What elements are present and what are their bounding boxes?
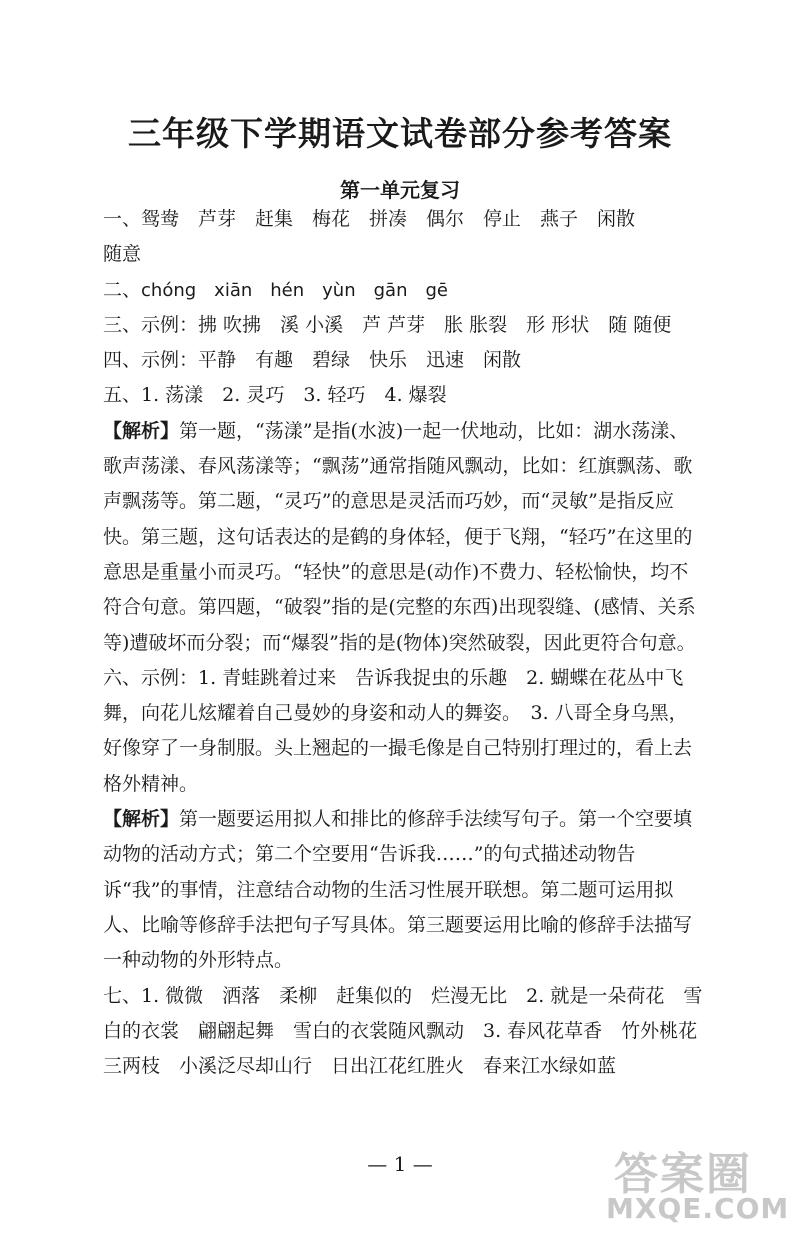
section-7: 七、1. 微微 洒落 柔柳 赶集似的 烂漫无比 2. 就是一朵荷花 雪白的衣裳 翩翩起舞 雪白的衣裳随风飘动 3. 春风花草香 竹外桃花三两枝 小溪泛尽却山行 日出江花红胜火 春来江水绿如蓝 [103,984,703,1078]
section-5: 五、1. 荡漾 2. 灵巧 3. 轻巧 4. 爆裂 [103,384,447,407]
section-4: 四、示例：平静 有趣 碧绿 快乐 迅速 闲散 [103,349,522,372]
section-6: 六、示例：1. 青蛙跳着过来 告诉我捉虫的乐趣 2. 蝴蝶在花丛中飞舞，向花儿炫耀着自己曼妙的身姿和动人的舞姿。 3. 八哥全身乌黑，好像穿了一身制服。头上翘起的一撮毛像是自己特别打理过的，看上去格外精神。 [103,666,693,795]
section-2-prefix: 二、 [103,278,142,301]
section-1-line-a: 一、鸳鸯 芦芽 赶集 梅花 拼凑 偶尔 停止 燕子 闲散 [103,208,636,230]
section-2 [103,273,703,308]
section-1-line-b: 随意 [103,243,142,266]
analysis-2-text: 第一题要运用拟人和排比的修辞手法续写句子。第一个空要填动物的活动方式；第二个空要用“告诉我……”的句式描述动物告诉“我”的事情，注意结合动物的生活习性展开联想。第二题可运用拟人、比喻等修辞手法把句子写具体。第三题要运用比喻的修辞手法描写一种动物的外形特点。 [103,808,693,972]
analysis-1-text: 第一题，“荡漾”是指(水波)一起一伏地动，比如：湖水荡漾、歌声荡漾、春风荡漾等；“飘荡”通常指随风飘动，比如：红旗飘荡、歌声飘荡等。第二题，“灵巧”的意思是灵活而巧妙，而“灵敏”是指反应快。第三题，这句话表达的是鹤的身体轻，便于飞翔，“轻巧”在这里的意思是重量小而灵巧。“轻快”的意思是(动作)不费力、轻松愉快，均不符合句意。第四题，“破裂”指的是(完整的东西)出现裂缝、(感情、关系等)遭破坏而分裂；而“爆裂”指的是(物体)突然破裂，因此更符合句意。 [103,419,696,654]
page-number: — 1 — [367,1152,433,1176]
section-3: 三、示例：拂 吹拂 溪 小溪 芦 芦芽 胀 胀裂 形 形状 随 随便 [103,313,672,336]
watermark-bottom-text: MXQE.COM [606,1192,790,1225]
analysis-1 [103,414,703,661]
answer-content [103,202,703,1084]
analysis-label: 【解析】 [103,419,180,442]
analysis-label: 【解析】 [103,808,180,831]
section-2-pinyin: chóng xiān hén yùn gān gē [141,279,448,301]
analysis-2 [103,802,703,978]
page-title: 三年级下学期语文试卷部分参考答案 [128,114,672,153]
watermark-logo [606,1136,796,1234]
watermark-top-text: 答案圈 [614,1149,752,1200]
unit-title: 第一单元复习 [340,178,460,202]
